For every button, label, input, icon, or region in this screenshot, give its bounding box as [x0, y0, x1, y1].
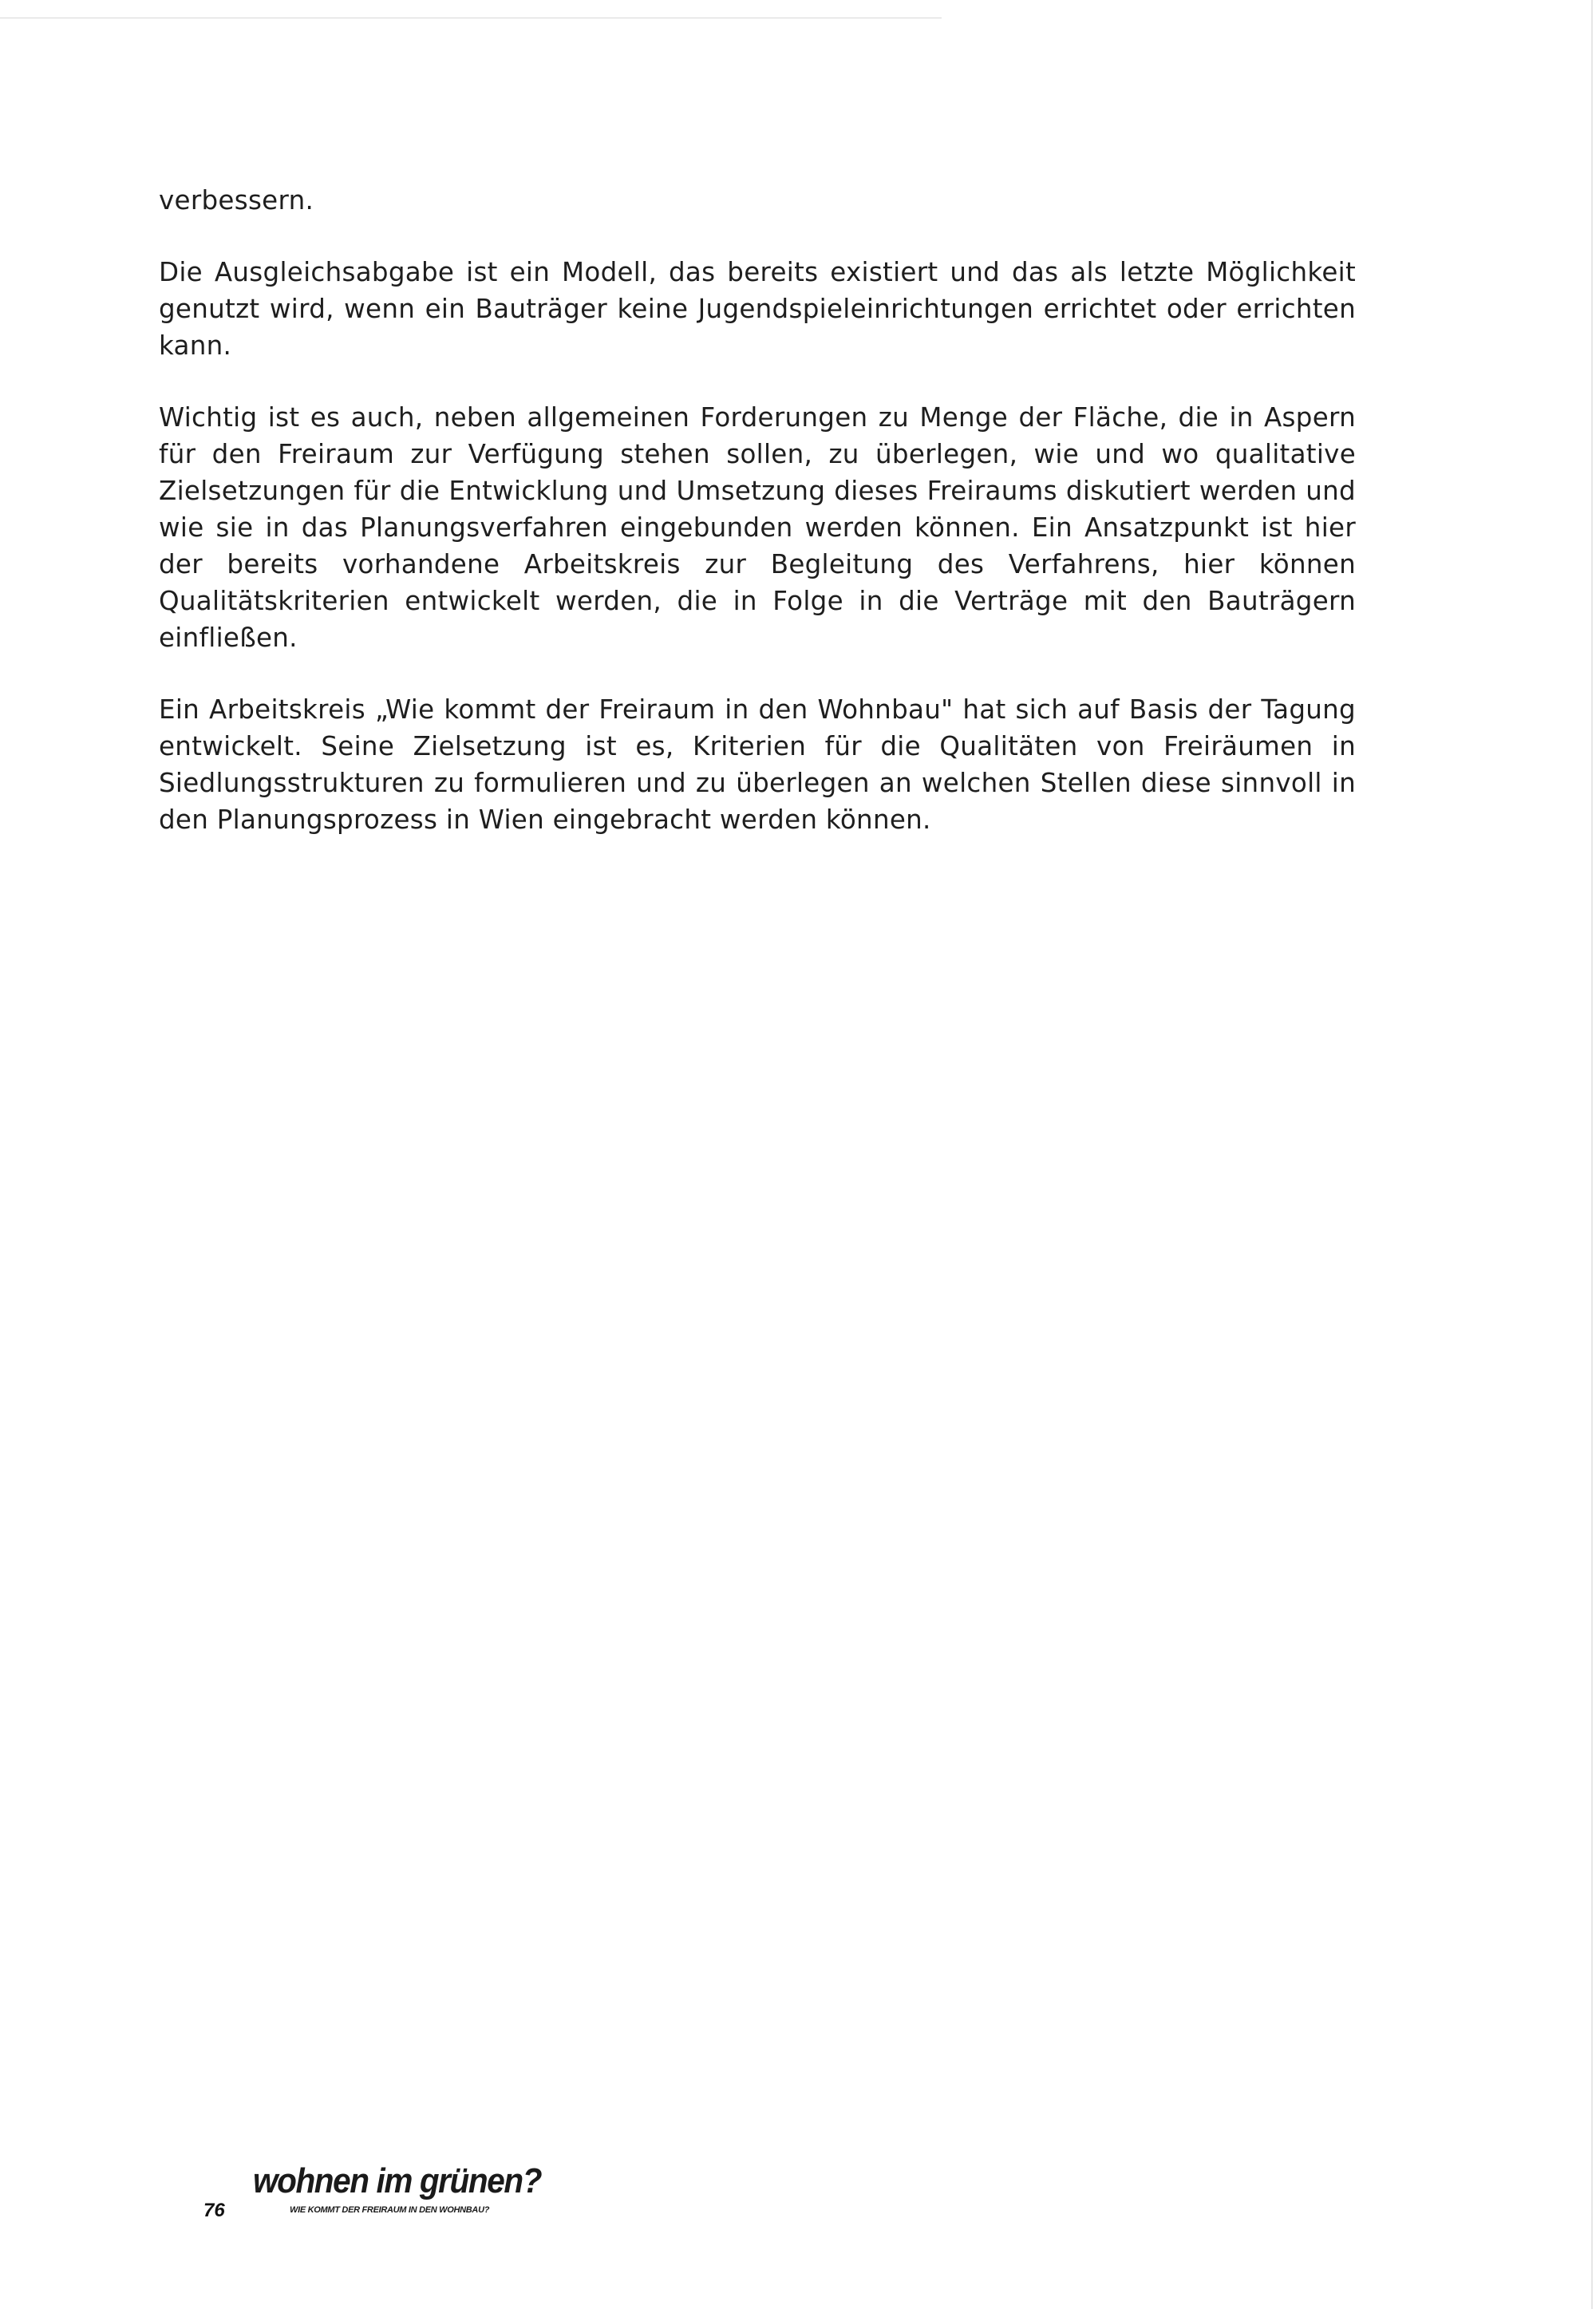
paragraph-4: Ein Arbeitskreis „Wie kommt der Freiraum in den Wohnbau" hat sich auf Basis der Tagung entwickelt. Seine Zielsetzung ist es, Kriterien für die Qualitäten von Freiräumen in Siedlungsstrukturen zu formulieren und zu überlegen an welchen Stellen diese sinnvoll in den Planungsprozess in Wien eingebracht werden können.	[159, 694, 1356, 835]
page-footer	[203, 2161, 682, 2225]
page-number: 76	[203, 2200, 225, 2221]
paragraph-2: Die Ausgleichsabgabe ist ein Modell, das bereits existiert und das als letzte Möglichkeit genutzt wird, wenn ein Bauträger keine Jugendspieleinrichtungen errichtet oder errichten kann.	[159, 257, 1356, 361]
paragraph-3: Wichtig ist es auch, neben allgemeinen Forderungen zu Menge der Fläche, die in Aspern für den Freiraum zur Verfügung stehen sollen, zu überlegen, wie und wo qualitative Zielsetzungen für die Entwicklung und Umsetzung dieses Freiraums diskutiert werden und wie sie in das Planungsverfahren eingebunden werden können. Ein Ansatzpunkt ist hier der bereits vorhandene Arbeitskreis zur Begleitung des Verfahrens, hier können Qualitätskriterien entwickelt werden, die in Folge in die Verträge mit den Bauträgern einfließen.	[159, 402, 1356, 653]
publication-logo-subtitle: WIE KOMMT DER FREIRAUM IN DEN WOHNBAU?	[290, 2205, 490, 2215]
page-body	[159, 182, 1356, 873]
paragraph-1: verbessern.	[159, 185, 314, 215]
publication-logo-title: wohnen im grünen?	[253, 2161, 542, 2200]
scan-right-edge	[1591, 0, 1593, 2309]
